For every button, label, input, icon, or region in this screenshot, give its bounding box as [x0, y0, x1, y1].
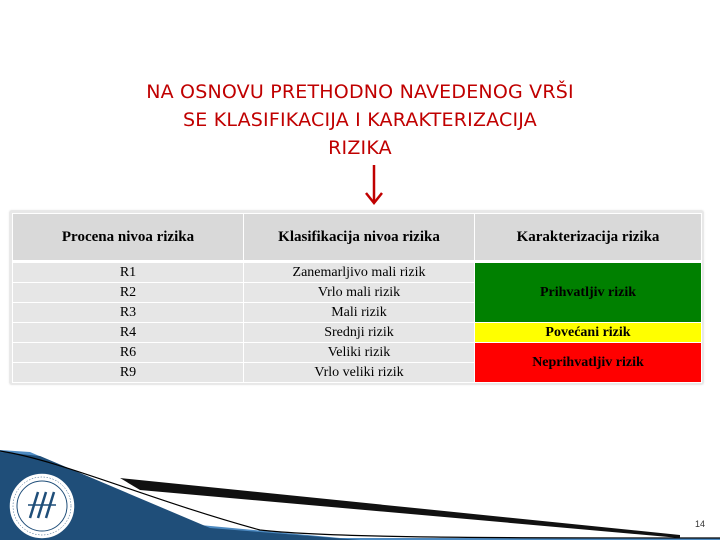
table-row [13, 262, 702, 283]
characterization-unacceptable: Neprihvatljiv rizik [475, 343, 702, 383]
table-header-row [13, 214, 702, 262]
risk-classification-cell: Srednji rizik [244, 323, 475, 343]
characterization-acceptable: Prihvatljiv rizik [475, 262, 702, 323]
risk-table-frame [10, 211, 703, 384]
risk-level-cell: R2 [13, 283, 244, 303]
risk-level-cell: R4 [13, 323, 244, 343]
down-arrow-icon [363, 163, 385, 207]
risk-classification-cell: Mali rizik [244, 303, 475, 323]
title-line-3: RIZIKA [328, 137, 392, 159]
slide-title [0, 78, 720, 162]
risk-level-cell: R1 [13, 262, 244, 283]
characterization-increased: Povećani rizik [475, 323, 702, 343]
header-classification: Klasifikacija nivoa rizika [244, 214, 475, 262]
title-line-2: SE KLASIFIKACIJA I KARAKTERIZACIJA [183, 109, 537, 131]
risk-classification-cell: Vrlo mali rizik [244, 283, 475, 303]
table-row [13, 343, 702, 363]
risk-classification-cell: Vrlo veliki rizik [244, 363, 475, 383]
page-number: 14 [694, 519, 705, 529]
risk-classification-cell: Zanemarljivo mali rizik [244, 262, 475, 283]
title-line-1: NA OSNOVU PRETHODNO NAVEDENOG VRŠI [146, 81, 574, 103]
risk-classification-cell: Veliki rizik [244, 343, 475, 363]
seal-logo [6, 470, 78, 542]
header-characterization: Karakterizacija rizika [475, 214, 702, 262]
risk-table [12, 213, 702, 383]
table-row [13, 323, 702, 343]
decorative-swoosh [0, 450, 720, 540]
header-assessment: Procena nivoa rizika [13, 214, 244, 262]
risk-level-cell: R3 [13, 303, 244, 323]
risk-level-cell: R9 [13, 363, 244, 383]
risk-level-cell: R6 [13, 343, 244, 363]
